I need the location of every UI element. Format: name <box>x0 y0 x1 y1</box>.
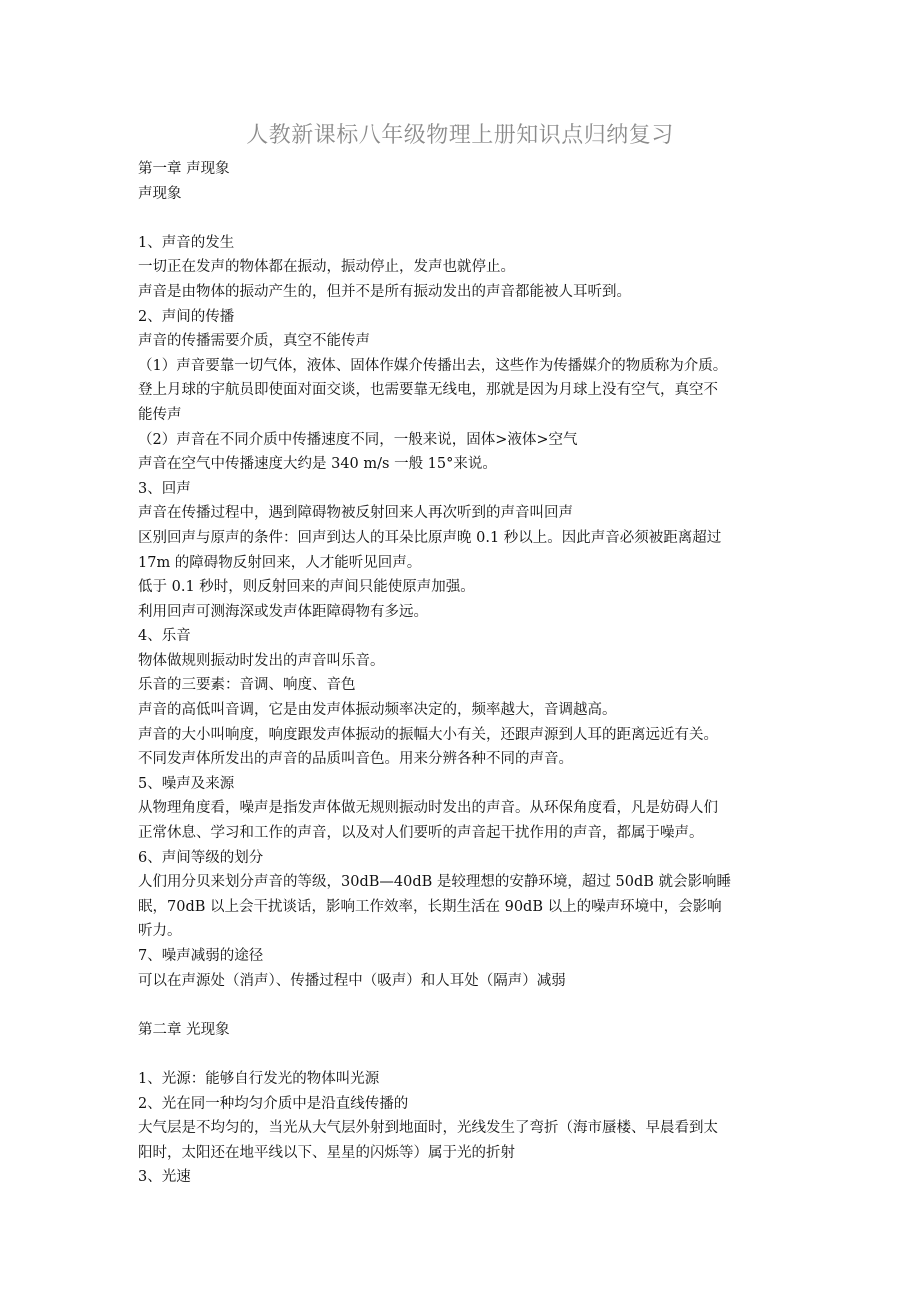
text-line: 第二章 光现象 <box>138 1021 230 1038</box>
text-line: （1）声音要靠一切气体，液体、固体作媒介传播出去，这些作为传播媒介的物质称为介质。 <box>138 357 728 374</box>
text-line: 不同发声体所发出的声音的品质叫音色。用来分辨各种不同的声音。 <box>138 751 573 768</box>
text-line: 乐音的三要素：音调、响度、音色 <box>138 677 356 694</box>
text-line: 6、声间等级的划分 <box>138 849 264 866</box>
text-line: 3、光速 <box>138 1169 191 1186</box>
blank-line <box>138 1042 788 1067</box>
text-line: 眠，70dB 以上会干扰谈话，影响工作效率，长期生活在 90dB 以上的噪声环境中，会影响 <box>138 898 722 915</box>
text-line: 阳时，太阳还在地平线以下、星星的闪烁等）属于光的折射 <box>138 1144 515 1161</box>
text-line: 区别回声与原声的条件：回声到达人的耳朵比原声晚 0.1 秒以上。因此声音必须被距离超过 <box>138 529 722 546</box>
text-line: 能传声 <box>138 406 182 423</box>
text-line: 5、噪声及来源 <box>138 775 235 792</box>
text-line: 2、光在同一种均匀介质中是沿直线传播的 <box>138 1095 409 1112</box>
document-title: 人教新课标八年级物理上册知识点归纳复习 <box>246 123 674 148</box>
text-line: 1、光源：能够自行发光的物体叫光源 <box>138 1070 380 1087</box>
text-line: 1、声音的发生 <box>138 234 235 251</box>
blank-line <box>138 993 788 1018</box>
text-line: 3、回声 <box>138 480 191 497</box>
document-body <box>138 157 788 1190</box>
text-line: 声音在空气中传播速度大约是 340 m/s 一般 15°来说。 <box>138 456 497 473</box>
text-line: 低于 0.1 秒时，则反射回来的声间只能使原声加强。 <box>138 579 475 596</box>
text-line: 一切正在发声的物体都在振动，振动停止，发声也就停止。 <box>138 259 515 276</box>
text-line: 利用回声可测海深或发声体距障碍物有多远。 <box>138 603 428 620</box>
text-line: 4、乐音 <box>138 628 191 645</box>
text-line: 物体做规则振动时发出的声音叫乐音。 <box>138 652 385 669</box>
text-line: 7、噪声减弱的途径 <box>138 948 264 964</box>
text-line: 声音是由物体的振动产生的，但并不是所有振动发出的声音都能被人耳听到。 <box>138 283 631 300</box>
text-line: 听力。 <box>138 923 182 940</box>
text-line: 17m 的障碍物反射回来，人才能听见回声。 <box>138 554 422 571</box>
text-line: 声现象 <box>138 185 182 202</box>
text-line: 2、声间的传播 <box>138 308 235 325</box>
blank-line <box>138 206 788 231</box>
text-line: 声音的高低叫音调，它是由发声体振动频率决定的，频率越大，音调越高。 <box>138 702 617 719</box>
text-line: 第一章 声现象 <box>138 161 230 177</box>
text-line: 声音在传播过程中，遇到障碍物被反射回来人再次听到的声音叫回声 <box>138 505 573 522</box>
text-line: 声音的传播需要介质，真空不能传声 <box>138 333 370 350</box>
text-line: 可以在声源处（消声）、传播过程中（吸声）和人耳处（隔声）减弱 <box>138 972 566 989</box>
text-line: 从物理角度看，噪声是指发声体做无规则振动时发出的声音。从环保角度看，凡是妨碍人们 <box>138 800 718 817</box>
text-line: 登上月球的宇航员即使面对面交谈，也需要靠无线电，那就是因为月球上没有空气，真空不 <box>138 382 718 399</box>
text-line: 正常休息、学习和工作的声音，以及对人们要听的声音起干扰作用的声音，都属于噪声。 <box>138 825 704 842</box>
text-line: 人们用分贝来划分声音的等级，30dB—40dB 是较理想的安静环境，超过 50dB 就会影响睡 <box>138 874 731 891</box>
text-line: （2）声音在不同介质中传播速度不同，一般来说，固体>液体>空气 <box>138 431 578 448</box>
text-line: 大气层是不均匀的，当光从大气层外射到地面时，光线发生了弯折（海市蜃楼、早晨看到太 <box>138 1120 718 1137</box>
text-line: 声音的大小叫响度，响度跟发声体振动的振幅大小有关，还跟声源到人耳的距离远近有关。 <box>138 726 718 743</box>
